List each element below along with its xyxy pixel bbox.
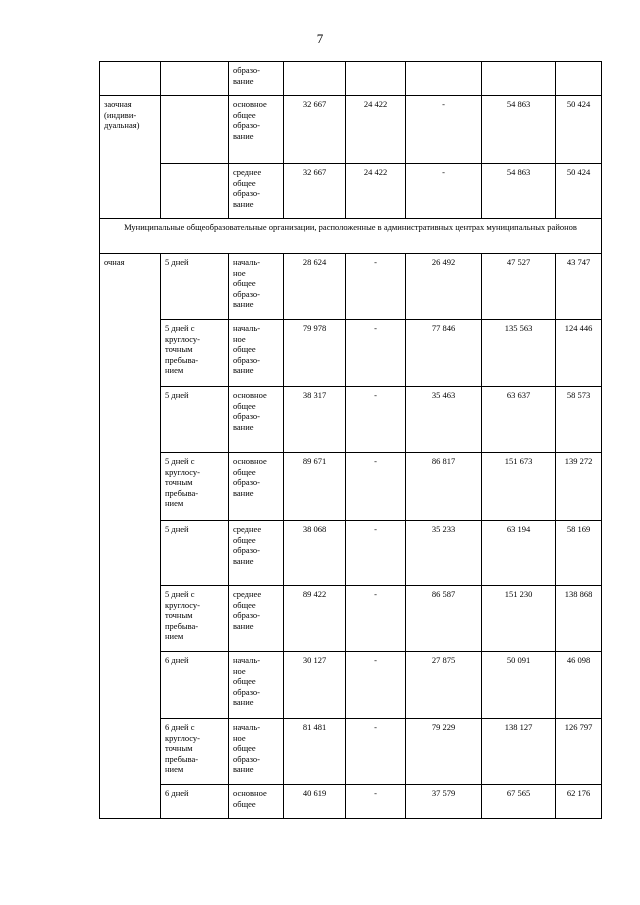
page-number: 7 [316, 31, 324, 46]
value-cell: 30 127 [284, 652, 346, 719]
value-cell: 67 565 [482, 785, 556, 819]
level-cell: основное общее образо- вание [229, 96, 284, 164]
value-cell: 27 875 [406, 652, 482, 719]
level-cell: среднее общее образо- вание [229, 164, 284, 219]
mode-cell: 6 дней с круглосу- точным пребыва- нием [161, 719, 229, 785]
value-cell: 138 127 [482, 719, 556, 785]
value-cell: - [346, 320, 406, 387]
value-cell [284, 62, 346, 96]
table-row [100, 96, 602, 164]
table-row [100, 387, 602, 453]
table-row [100, 320, 602, 387]
table-row [100, 521, 602, 586]
value-cell: 86 817 [406, 453, 482, 521]
value-cell: 151 230 [482, 586, 556, 652]
mode-cell: 5 дней [161, 521, 229, 586]
value-cell: 50 424 [556, 96, 602, 164]
value-cell: 24 422 [346, 96, 406, 164]
value-cell: 37 579 [406, 785, 482, 819]
value-cell: 89 422 [284, 586, 346, 652]
level-cell: образо- вание [229, 62, 284, 96]
value-cell: 26 492 [406, 254, 482, 320]
value-cell: 58 573 [556, 387, 602, 453]
value-cell: - [346, 254, 406, 320]
value-cell: 89 671 [284, 453, 346, 521]
table-row [100, 719, 602, 785]
value-cell: - [346, 586, 406, 652]
value-cell [346, 62, 406, 96]
value-cell: 38 068 [284, 521, 346, 586]
mode-cell: 6 дней [161, 785, 229, 819]
level-cell: началь- ное общее образо- вание [229, 254, 284, 320]
table-row [100, 164, 602, 219]
value-cell: 135 563 [482, 320, 556, 387]
value-cell: 126 797 [556, 719, 602, 785]
level-cell: основное общее образо- вание [229, 453, 284, 521]
value-cell: - [346, 387, 406, 453]
table-row [100, 254, 602, 320]
value-cell: 54 863 [482, 96, 556, 164]
value-cell: 77 846 [406, 320, 482, 387]
level-cell: началь- ное общее образо- вание [229, 719, 284, 785]
form-cell: заочная (индиви- дуальная) [100, 96, 161, 219]
value-cell: 47 527 [482, 254, 556, 320]
value-cell: 151 673 [482, 453, 556, 521]
value-cell: 86 587 [406, 586, 482, 652]
value-cell: 63 637 [482, 387, 556, 453]
value-cell: 79 978 [284, 320, 346, 387]
table-row [100, 586, 602, 652]
value-cell: 124 446 [556, 320, 602, 387]
level-cell: началь- ное общее образо- вание [229, 652, 284, 719]
level-cell: среднее общее образо- вание [229, 521, 284, 586]
mode-cell: 5 дней с круглосу- точным пребыва- нием [161, 320, 229, 387]
mode-cell: 5 дней с круглосу- точным пребыва- нием [161, 586, 229, 652]
level-cell: основное общее [229, 785, 284, 819]
cost-table [99, 61, 602, 819]
value-cell: 58 169 [556, 521, 602, 586]
form-cell [100, 62, 161, 96]
value-cell: 138 868 [556, 586, 602, 652]
value-cell: 63 194 [482, 521, 556, 586]
value-cell: 38 317 [284, 387, 346, 453]
table-row [100, 785, 602, 819]
level-cell: началь- ное общее образо- вание [229, 320, 284, 387]
value-cell: 40 619 [284, 785, 346, 819]
form-cell: очная [100, 254, 161, 819]
value-cell: - [346, 652, 406, 719]
value-cell [482, 62, 556, 96]
value-cell: 32 667 [284, 96, 346, 164]
value-cell [556, 62, 602, 96]
value-cell: - [346, 719, 406, 785]
section-heading: Муниципальные общеобразовательные организации, расположенные в административных центрах муниципальных районов [100, 219, 602, 254]
table-row [100, 453, 602, 521]
value-cell [406, 62, 482, 96]
value-cell: - [406, 164, 482, 219]
value-cell: - [406, 96, 482, 164]
table-row [100, 652, 602, 719]
value-cell: - [346, 453, 406, 521]
mode-cell: 5 дней [161, 387, 229, 453]
value-cell: 50 424 [556, 164, 602, 219]
value-cell: 50 091 [482, 652, 556, 719]
value-cell: 139 272 [556, 453, 602, 521]
value-cell: - [346, 521, 406, 586]
value-cell: 62 176 [556, 785, 602, 819]
value-cell: 54 863 [482, 164, 556, 219]
value-cell: 46 098 [556, 652, 602, 719]
value-cell: 24 422 [346, 164, 406, 219]
value-cell: 35 463 [406, 387, 482, 453]
value-cell: 79 229 [406, 719, 482, 785]
mode-cell: 5 дней [161, 254, 229, 320]
level-cell: основное общее образо- вание [229, 387, 284, 453]
value-cell: 28 624 [284, 254, 346, 320]
mode-cell [161, 62, 229, 96]
table-row [100, 62, 602, 96]
mode-cell: 6 дней [161, 652, 229, 719]
mode-cell: 5 дней с круглосу- точным пребыва- нием [161, 453, 229, 521]
value-cell: 43 747 [556, 254, 602, 320]
mode-cell [161, 164, 229, 219]
value-cell: - [346, 785, 406, 819]
value-cell: 35 233 [406, 521, 482, 586]
level-cell: среднее общее образо- вание [229, 586, 284, 652]
value-cell: 32 667 [284, 164, 346, 219]
table-row [100, 219, 602, 254]
value-cell: 81 481 [284, 719, 346, 785]
mode-cell [161, 96, 229, 164]
